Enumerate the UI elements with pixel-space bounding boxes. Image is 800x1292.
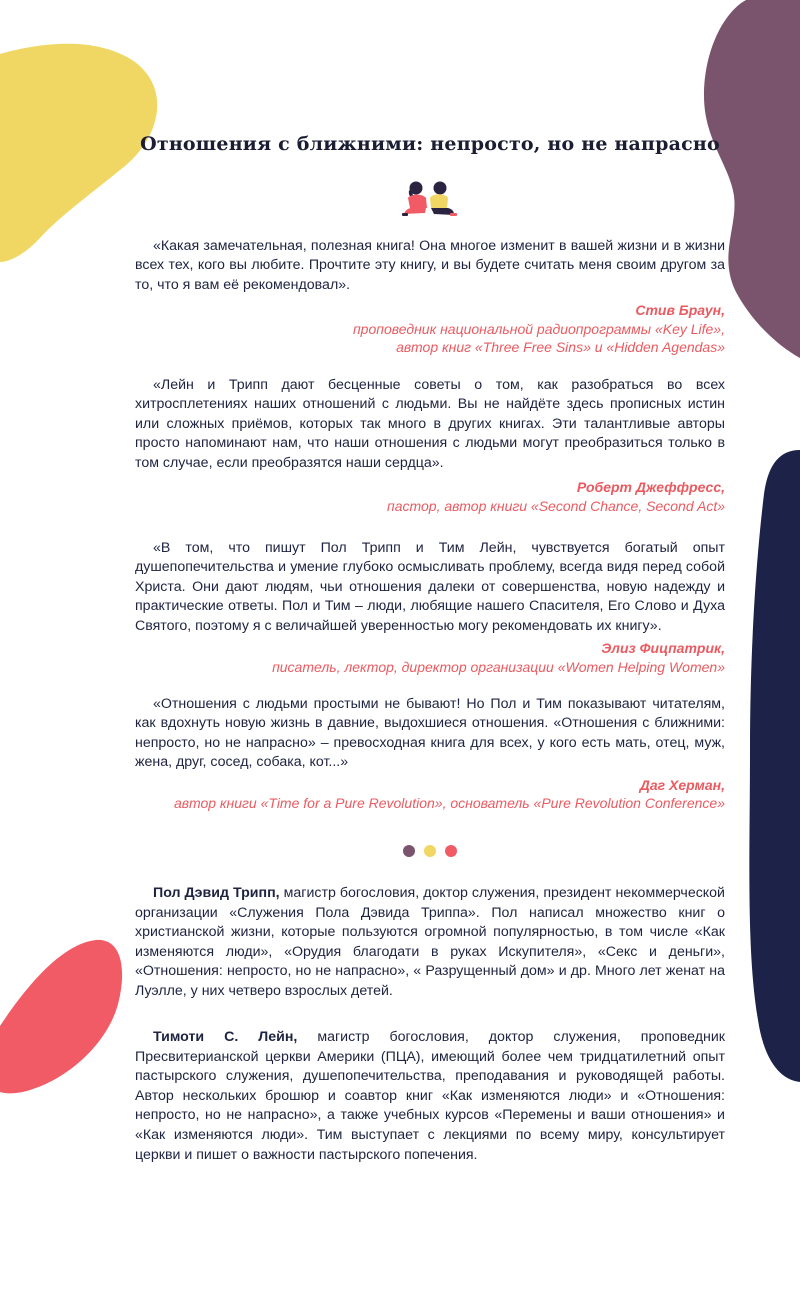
quote-block-3 <box>135 539 725 676</box>
quote-text: «Какая замечательная, полезная книга! Она многое изменит в вашей жизни и в жизни всех тех, кого вы любите. Прочтите эту книгу, и вы будете считать меня своим другом за то, что я вам её рекомендовал». <box>135 238 725 293</box>
quote-author: Даг Херман, <box>639 776 725 793</box>
bio-paragraph <box>135 1028 725 1165</box>
quote-author-role: пастор, автор книги «Second Chance, Second Act» <box>387 497 725 514</box>
purple-dot-icon <box>403 845 415 857</box>
page-title: Отношения с ближними: непросто, но не напрасно <box>140 133 720 155</box>
quote-text: «Лейн и Трипп дают бесценные советы о том, как разобраться во всех хитросплетениях наших отношений с людьми. Вы не найдёте здесь прописных истин или сложных приёмов, которых так много в других книгах. Эти талантливые авторы просто напоминают нам, что наши отношения с людьми могут преобразиться только в том случае, если преобразятся наши сердца». <box>135 377 725 471</box>
quote-author-role: автор книг «Three Free Sins» и «Hidden Agendas» <box>396 339 725 356</box>
bio-text: магистр богословия, доктор служения, проповедник Пресвитерианской церкви Америки (ПЦА), имеющий более чем тридцатилетний опыт пастырского служения, душепопечительства, преподавания и руководящей работы. Автор нескольких брошюр и соавтор книг «Как изменяются люди» и «Отношения: непросто, но не напрасно», а также учебных курсов «Перемены и ваши отношения» и «Как изменяются люди». Тим выступает с лекциями по всему миру, консультирует церкви и пишет о важности пастырского попечения. <box>135 1029 726 1163</box>
author-bio-1 <box>135 884 725 1002</box>
yellow-dot-icon <box>424 845 436 857</box>
quote-text: «В том, что пишут Пол Трипп и Тим Лейн, чувствуется богатый опыт душепопечительства и умение глубоко осмысливать проблему, всегда видя перед собой Христа. Они дают людям, чьи отношения далеки от совершенства, новую надежду и практические ответы. Пол и Тим – люди, любящие нашего Спасителя, Его Слово и Духа Святого, поэтому я с величайшей уверенностью могу рекомендовать их книгу». <box>135 540 725 634</box>
couple-illustration-icon <box>400 180 458 218</box>
bio-author-name: Пол Дэвид Трипп, <box>153 885 280 901</box>
quote-attribution <box>135 478 725 515</box>
bio-paragraph <box>135 884 725 1002</box>
quote-block-1 <box>135 237 725 357</box>
coral-dot-icon <box>445 845 457 857</box>
quote-author: Стив Браун, <box>635 302 725 319</box>
bio-author-name: Тимоти С. Лейн, <box>153 1029 298 1045</box>
quote-text: «Отношения с людьми простыми не бывают! Но Пол и Тим показывают читателям, как вдохнуть новую жизнь в давние, выдохшиеся отношения. «Отношения с ближними: непросто, но не напрасно» – превосходная книга для всех, у кого есть мать, отец, муж, жена, друг, сосед, собака, кот...» <box>135 696 725 771</box>
quote-author-role: проповедник национальной радиопрограммы «Key Life», <box>352 320 725 337</box>
quote-attribution <box>135 301 725 357</box>
quote-author: Роберт Джеффресс, <box>576 479 725 496</box>
bio-text: магистр богословия, доктор служения, президент некоммерческой организации «Служения Пола Дэвида Триппа». Пол написал множество книг о христианской жизни, которые пользуются огромной популярностью, в том числе «Как изменяются люди», «Орудия благодати в руках Искупителя», «Секс и деньги», «Отношения: непросто, но не напрасно», « Разрущенный дом» и др. Много лет женат на Луэлле, у них четверо взрослых детей. <box>135 885 725 999</box>
quote-attribution <box>135 639 725 676</box>
quote-block-4 <box>135 695 725 813</box>
quote-author: Элиз Фицпатрик, <box>601 640 725 657</box>
quote-author-role: автор книги «Time for a Pure Revolution», основатель «Pure Revolution Conference» <box>174 795 725 812</box>
quote-attribution <box>135 776 725 813</box>
quote-block-2 <box>135 376 725 515</box>
separator-dots <box>403 845 457 857</box>
author-bio-2 <box>135 1028 725 1165</box>
quote-author-role: писатель, лектор, директор организации «Women Helping Women» <box>272 658 725 675</box>
